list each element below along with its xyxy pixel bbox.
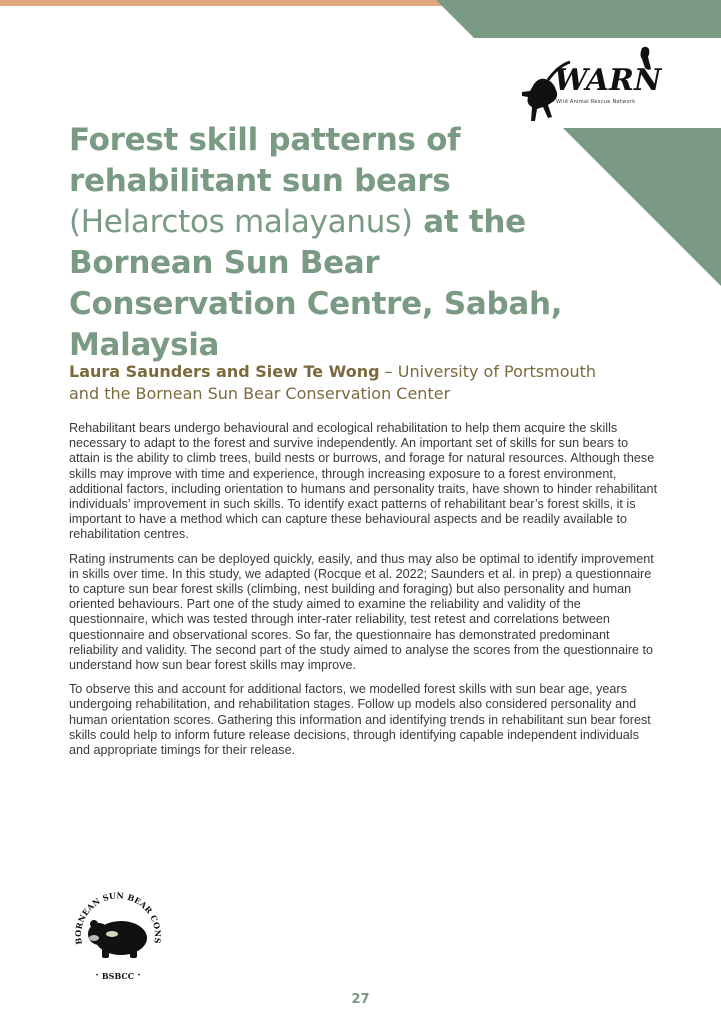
seal-ring-text: BORNEAN SUN BEAR CONS (72, 890, 164, 946)
svg-text:•: • (138, 973, 141, 979)
warn-logo-mark (512, 44, 662, 122)
svg-text:•: • (96, 973, 99, 979)
body-paragraph-2: Rating instruments can be deployed quickly, easily, and thus may also be optimal to identify improvement in skills over time. In this study, we adapted (Rocque et al. 2022; Saunders et al. in prep) a questionnaire to capture sun bear forest skills (climbing, nest building and foraging) but also personality and human oriented behaviours. Part one of the study aimed to examine the reliability and validity of the questionnaire, which was tested through inter-rater reliability, test retest and correlations between questionnaire and observational scores. So far, the questionnaire has demonstrated predominant reliability and validity. The second part of the study aimed to analyse the scores from the questionnaire to understand how sun bear forest skills may improve. (69, 551, 654, 673)
title-bold-part-2: at the Bornean Sun Bear Conservation Centre, Sabah, Malaysia (69, 204, 563, 363)
article-body (69, 421, 659, 767)
title-scientific-name: (Helarctos malayanus) (69, 204, 413, 240)
bsbcc-seal (66, 882, 170, 986)
author-names: Laura Saunders and Siew Te Wong (69, 362, 380, 381)
body-paragraph-1: Rehabilitant bears undergo behavioural and ecological rehabilitation to help them acquire the skills necessary to adapt to the forest and survive independently. An important set of skills for sun bears to attain is the ability to climb trees, build nests or burrows, and forage for natural resources. Although these skills may improve with time and experience, through increasing exposure to a forest environment, additional factors, including orientation to humans and personality traits, have shown to hinder rehabilitant individuals’ improvement in such skills. To identify exact patterns of rehabilitant bear’s forest skills, it is important to have a method which can capture these behavioural aspects and be readily available to rehabilitation centres. (69, 421, 658, 542)
top-orange-stripe (0, 0, 450, 6)
page-number: 27 (351, 992, 370, 1007)
bsbcc-logo (66, 882, 170, 986)
body-paragraph-3: To observe this and account for additional factors, we modelled forest skills with sun bear age, years undergoing rehabilitation, and rehabilitation stages. Follow up models also considered personality and human orientation scores. Gathering this information and identifying trends in rehabilitant sun bear forest skills could help to inform future release decisions, through identifying capable independent individuals and appropriate timings for their release. (69, 682, 651, 758)
author-line (69, 361, 629, 405)
title-bold-part-1: Forest skill patterns of rehabilitant sun bears (69, 122, 461, 199)
seal-abbreviation: BSBCC (101, 971, 135, 981)
warn-logo-caption: Wild Animal Rescue Network (556, 99, 636, 105)
svg-text:WARN: WARN (554, 63, 662, 98)
author-affiliation: – University of Portsmouth and the Bornean Sun Bear Conservation Center (69, 362, 597, 403)
warn-logo (512, 44, 662, 122)
article-title (69, 120, 609, 366)
